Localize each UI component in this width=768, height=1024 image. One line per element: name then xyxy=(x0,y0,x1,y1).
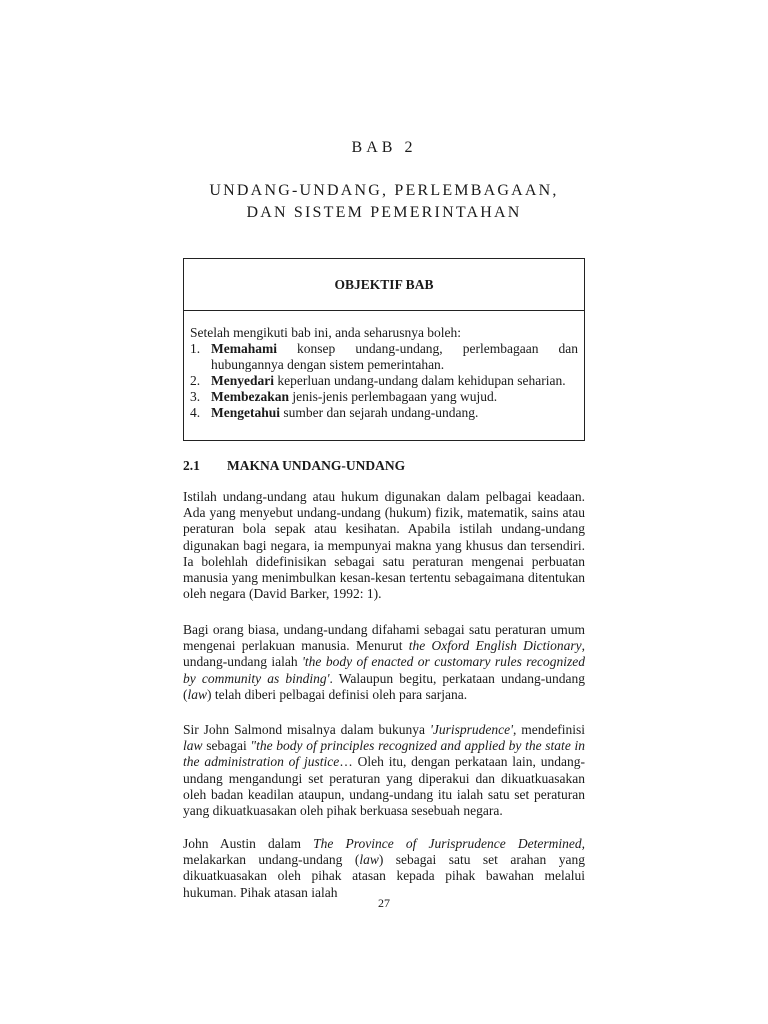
objective-rest: konsep undang-undang, perlembagaan dan hubungannya dengan sistem pemerintahan. xyxy=(211,341,578,372)
paragraph-3 xyxy=(183,722,585,819)
p2-law-term: law xyxy=(187,686,208,702)
chapter-title xyxy=(0,180,768,224)
p3-quote: "the body of principles recognized and applied by the state in the administration of justice xyxy=(183,738,586,770)
p4-law-term: law xyxy=(359,852,379,868)
section-number: 2.1 xyxy=(183,458,200,473)
p3-law-term: law xyxy=(183,738,203,754)
objective-number: 2. xyxy=(190,373,201,388)
p3-text-c: , mendefinisi xyxy=(512,722,585,737)
p2-text-c: , undang-undang ialah xyxy=(183,638,585,670)
objective-verb: Mengetahui xyxy=(211,405,280,420)
objective-item xyxy=(190,405,578,421)
p2-text-g: ) telah diberi pelbagai definisi oleh para sarjana. xyxy=(207,686,468,702)
objective-rest: jenis-jenis perlembagaan yang wujud. xyxy=(289,389,498,404)
section-title: MAKNA UNDANG-UNDANG xyxy=(227,458,406,473)
objective-verb: Menyedari xyxy=(211,373,274,388)
objectives-intro: Setelah mengikuti bab ini, anda seharusnya boleh: xyxy=(190,325,462,340)
p4-text-c: melakarkan undang-undang ( xyxy=(183,852,360,868)
objective-item xyxy=(190,373,578,389)
chapter-label: BAB 2 xyxy=(351,139,417,156)
objective-text xyxy=(211,373,578,389)
p4-text-e: ) sebagai satu set arahan yang dikuatkuasakan oleh pihak atasan kepada pihak bawahan melalui hukuman. Pihak atasan ialah xyxy=(183,852,585,900)
objective-number: 3. xyxy=(190,389,201,404)
objectives-box xyxy=(183,258,585,441)
p3-text-a: Sir John Salmond misalnya dalam bukunya xyxy=(183,722,430,737)
objective-text xyxy=(211,341,578,373)
objective-text xyxy=(211,405,578,421)
paragraph-1: Istilah undang-undang atau hukum digunakan dalam pelbagai keadaan. Ada yang menyebut undang-undang (hukum) fizik, matematik, sains atau peraturan bola sepak atau kesihatan. Apabila istilah undang-undang digunakan bagi negara, ia mempunyai makna yang khusus dan tersendiri. Ia bolehlah didefinisikan sebagai satu peraturan mengenai perbuatan manusia yang menimbulkan kesan-kesan tertentu sebagaimana ditentukan oleh negara (David Barker, 1992: 1). xyxy=(183,489,585,602)
p3-book-title: 'Jurisprudence' xyxy=(429,722,513,737)
paragraph-4 xyxy=(183,836,585,901)
section-heading xyxy=(183,458,405,474)
p2-quote: 'the body of enacted or customary rules recognized by community as binding' xyxy=(183,654,586,686)
objectives-heading: OBJEKTIF BAB xyxy=(184,259,584,311)
chapter-title-line-1: UNDANG-UNDANG, PERLEMBAGAAN, xyxy=(209,182,559,199)
objective-verb: Memahami xyxy=(211,341,277,356)
objectives-body xyxy=(184,311,584,421)
chapter-title-line-2: DAN SISTEM PEMERINTAHAN xyxy=(246,204,522,221)
objective-rest: sumber dan sejarah undang-undang. xyxy=(280,405,479,420)
p4-text-a: John Austin dalam xyxy=(183,836,314,851)
objective-number: 4. xyxy=(190,405,201,420)
page-number: 27 xyxy=(378,896,390,910)
objective-rest: keperluan undang-undang dalam kehidupan seharian. xyxy=(274,373,566,388)
objective-text xyxy=(211,389,578,405)
p3-text-e: sebagai xyxy=(202,738,251,754)
objective-item xyxy=(190,389,578,405)
p2-book-title: the Oxford English Dictionary xyxy=(408,638,582,654)
p3-text-g: … Oleh itu, dengan perkataan lain, undang-undang mengandungi set peraturan yang diperakui dan dikuatkuasakan oleh badan keadilan ataupun, undang-undang itu ialah satu set peraturan yang dikuatkuasakan oleh pihak berkuasa sesebuah negara. xyxy=(183,754,585,819)
objective-number: 1. xyxy=(190,341,201,356)
p4-book-title: The Province of Jurisprudence Determined, xyxy=(313,836,586,851)
p2-text-a: Bagi orang biasa, undang-undang difahami sebagai satu peraturan umum mengenai perlakuan manusia. Menurut xyxy=(183,622,585,654)
paragraph-2 xyxy=(183,622,585,703)
p2-text-e: . Walaupun begitu, perkataan undang-undang ( xyxy=(183,670,585,702)
objective-item xyxy=(190,341,578,373)
objective-verb: Membezakan xyxy=(211,389,289,404)
